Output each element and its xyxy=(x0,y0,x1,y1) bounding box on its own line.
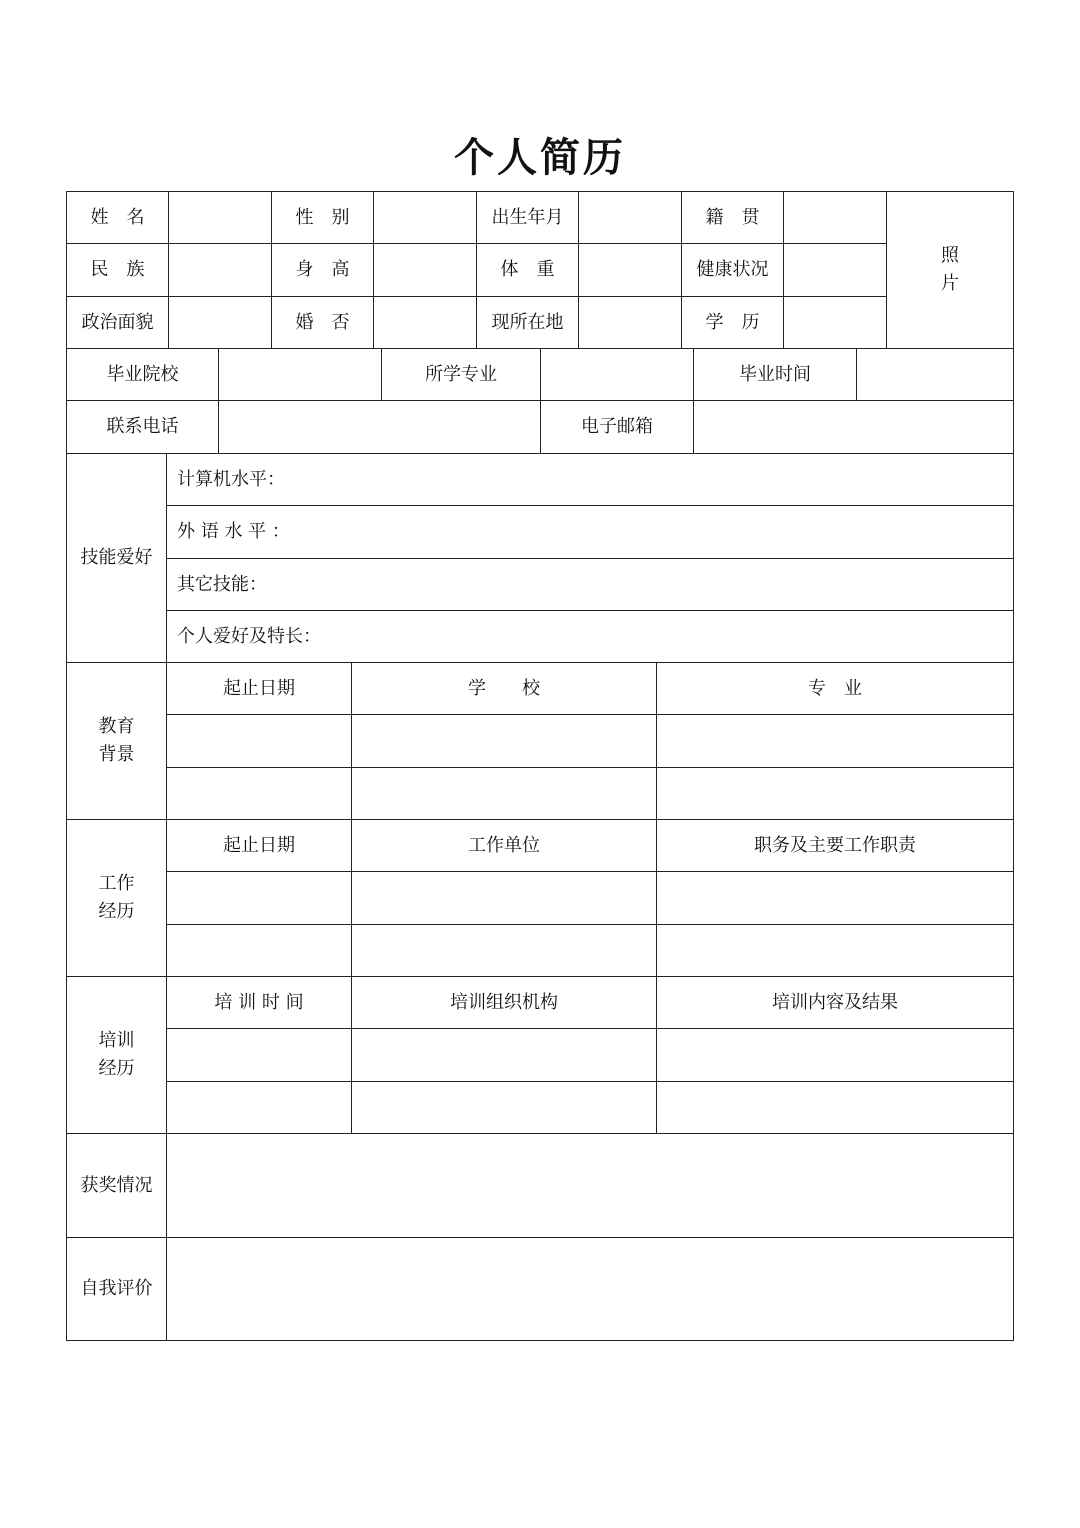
weight-label: 体 重 xyxy=(476,243,579,297)
education-row-2-major[interactable] xyxy=(656,767,1014,820)
health-field[interactable] xyxy=(783,243,887,297)
phone-label: 联系电话 xyxy=(66,400,219,454)
graduate-school-field[interactable] xyxy=(218,348,382,401)
health-label: 健康状况 xyxy=(681,243,784,297)
graduate-school-label: 毕业院校 xyxy=(66,348,219,401)
gender-field[interactable] xyxy=(373,191,477,244)
native-place-label: 籍 贯 xyxy=(681,191,784,244)
work-row-2-date[interactable] xyxy=(166,924,352,977)
other-skills-field[interactable]: 其它技能： xyxy=(166,558,1014,611)
height-label: 身 高 xyxy=(271,243,374,297)
hobbies-field[interactable]: 个人爱好及特长： xyxy=(166,610,1014,663)
computer-level-field[interactable]: 计算机水平： xyxy=(166,453,1014,506)
work-row-2-duty[interactable] xyxy=(656,924,1014,977)
grad-time-label: 毕业时间 xyxy=(693,348,857,401)
awards-label: 获奖情况 xyxy=(66,1133,167,1238)
marital-label: 婚 否 xyxy=(271,296,374,349)
ethnic-label: 民 族 xyxy=(66,243,169,297)
education-col-school: 学 校 xyxy=(351,662,657,715)
work-row-1-company[interactable] xyxy=(351,871,657,925)
education-col-major: 专 业 xyxy=(656,662,1014,715)
political-label: 政治面貌 xyxy=(66,296,169,349)
training-section-label-line1: 培训 xyxy=(98,1030,135,1051)
training-col-time: 培 训 时 间 xyxy=(166,976,352,1029)
location-field[interactable] xyxy=(578,296,682,349)
work-section-label-line1: 工作 xyxy=(98,873,135,894)
photo-label-1: 照 xyxy=(941,245,959,266)
page-title: 个人简历 xyxy=(454,134,626,181)
email-label: 电子邮箱 xyxy=(540,400,694,454)
training-col-org: 培训组织机构 xyxy=(351,976,657,1029)
awards-field[interactable] xyxy=(166,1133,1014,1238)
education-level-field[interactable] xyxy=(783,296,887,349)
weight-field[interactable] xyxy=(578,243,682,297)
location-label: 现所在地 xyxy=(476,296,579,349)
self-evaluation-label: 自我评价 xyxy=(66,1237,167,1341)
education-row-1-date[interactable] xyxy=(166,714,352,768)
training-row-2-org[interactable] xyxy=(351,1081,657,1134)
birth-field[interactable] xyxy=(578,191,682,244)
education-row-2-school[interactable] xyxy=(351,767,657,820)
self-evaluation-field[interactable] xyxy=(166,1237,1014,1341)
major-field[interactable] xyxy=(540,348,694,401)
work-col-company: 工作单位 xyxy=(351,819,657,872)
education-section-label-line2: 背景 xyxy=(98,744,135,765)
political-field[interactable] xyxy=(168,296,272,349)
gender-label: 性 别 xyxy=(271,191,374,244)
education-section-label xyxy=(66,662,167,820)
training-section-label-line2: 经历 xyxy=(98,1058,135,1079)
training-row-1-result[interactable] xyxy=(656,1028,1014,1082)
education-section-label-line1: 教育 xyxy=(98,716,135,737)
photo-label-2: 片 xyxy=(941,273,959,294)
major-label: 所学专业 xyxy=(381,348,541,401)
education-level-label: 学 历 xyxy=(681,296,784,349)
work-section-label xyxy=(66,819,167,977)
training-row-2-time[interactable] xyxy=(166,1081,352,1134)
education-row-2-date[interactable] xyxy=(166,767,352,820)
education-row-1-major[interactable] xyxy=(656,714,1014,768)
language-level-field[interactable]: 外 语 水 平 ： xyxy=(166,505,1014,559)
work-row-1-duty[interactable] xyxy=(656,871,1014,925)
grad-time-field[interactable] xyxy=(856,348,1014,401)
work-col-date: 起止日期 xyxy=(166,819,352,872)
name-field[interactable] xyxy=(168,191,272,244)
work-col-duty: 职务及主要工作职责 xyxy=(656,819,1014,872)
training-row-2-result[interactable] xyxy=(656,1081,1014,1134)
email-field[interactable] xyxy=(693,400,1014,454)
ethnic-field[interactable] xyxy=(168,243,272,297)
marital-field[interactable] xyxy=(373,296,477,349)
education-row-1-school[interactable] xyxy=(351,714,657,768)
training-row-1-org[interactable] xyxy=(351,1028,657,1082)
birth-label: 出生年月 xyxy=(476,191,579,244)
training-section-label xyxy=(66,976,167,1134)
height-field[interactable] xyxy=(373,243,477,297)
work-section-label-line2: 经历 xyxy=(98,901,135,922)
phone-field[interactable] xyxy=(218,400,541,454)
skills-section-label: 技能爱好 xyxy=(66,453,167,663)
work-row-2-company[interactable] xyxy=(351,924,657,977)
work-row-1-date[interactable] xyxy=(166,871,352,925)
training-row-1-time[interactable] xyxy=(166,1028,352,1082)
training-col-result: 培训内容及结果 xyxy=(656,976,1014,1029)
native-place-field[interactable] xyxy=(783,191,887,244)
photo-box[interactable] xyxy=(886,191,1014,349)
education-col-date: 起止日期 xyxy=(166,662,352,715)
name-label: 姓 名 xyxy=(66,191,169,244)
